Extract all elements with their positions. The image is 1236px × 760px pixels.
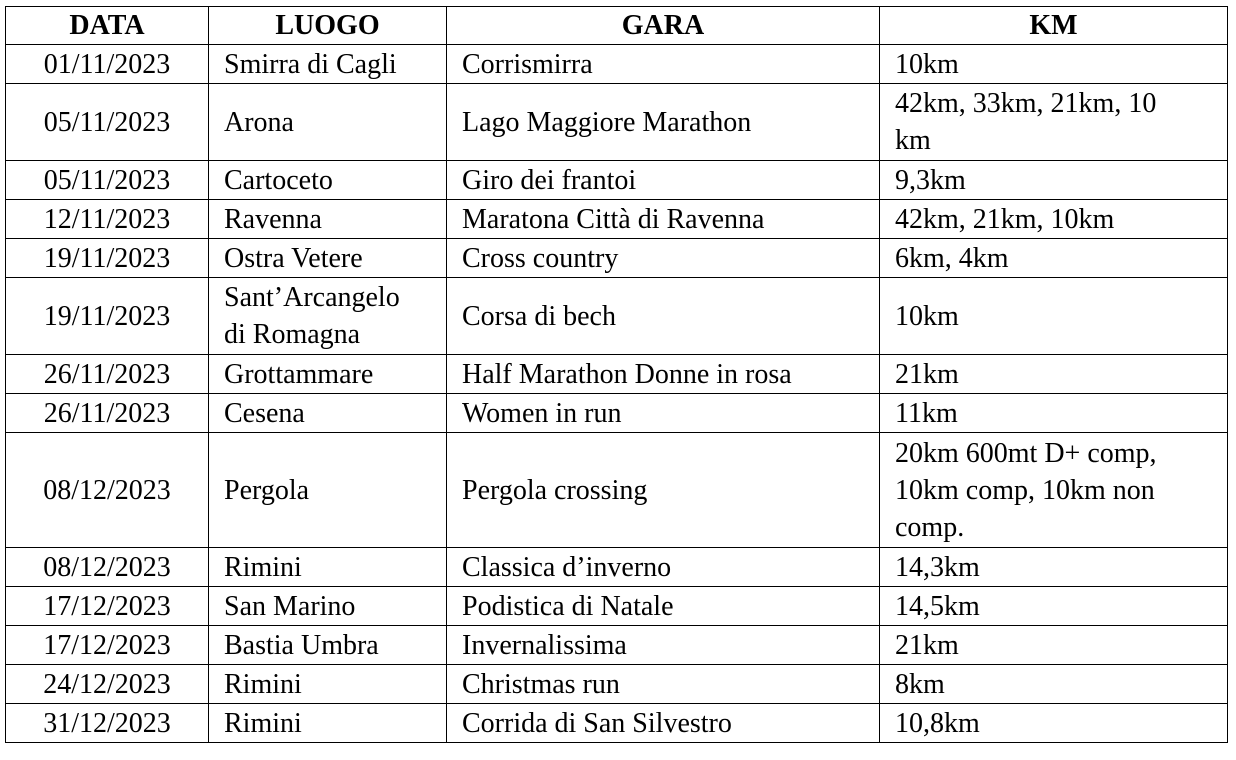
date-cell: 24/12/2023 <box>6 665 209 704</box>
place-cell: Rimini <box>209 548 447 587</box>
place-cell: Cartoceto <box>209 161 447 200</box>
distance-cell: 10km <box>880 45 1228 84</box>
place-cell: San Marino <box>209 587 447 626</box>
distance-cell: 14,5km <box>880 587 1228 626</box>
place-cell: Grottammare <box>209 355 447 394</box>
place-cell: Smirra di Cagli <box>209 45 447 84</box>
race-cell: Giro dei frantoi <box>447 161 880 200</box>
date-cell: 01/11/2023 <box>6 45 209 84</box>
race-cell: Classica d’inverno <box>447 548 880 587</box>
race-cell: Half Marathon Donne in rosa <box>447 355 880 394</box>
table-row <box>6 548 1228 587</box>
date-cell: 08/12/2023 <box>6 548 209 587</box>
race-cell: Lago Maggiore Marathon <box>447 84 880 161</box>
date-cell: 08/12/2023 <box>6 433 209 548</box>
distance-cell: 21km <box>880 355 1228 394</box>
race-cell: Corsa di bech <box>447 278 880 355</box>
header-data: DATA <box>6 7 209 45</box>
distance-cell: 8km <box>880 665 1228 704</box>
table-row <box>6 626 1228 665</box>
distance-cell: 21km <box>880 626 1228 665</box>
distance-cell: 6km, 4km <box>880 239 1228 278</box>
place-cell: Rimini <box>209 665 447 704</box>
race-cell: Maratona Città di Ravenna <box>447 200 880 239</box>
date-cell: 05/11/2023 <box>6 161 209 200</box>
date-cell: 31/12/2023 <box>6 704 209 743</box>
distance-cell: 9,3km <box>880 161 1228 200</box>
table-row <box>6 278 1228 355</box>
place-cell: Rimini <box>209 704 447 743</box>
distance-cell: 20km 600mt D+ comp, 10km comp, 10km non comp. <box>880 433 1228 548</box>
distance-cell: 10,8km <box>880 704 1228 743</box>
race-cell: Podistica di Natale <box>447 587 880 626</box>
place-cell: Cesena <box>209 394 447 433</box>
race-cell: Christmas run <box>447 665 880 704</box>
table-row <box>6 200 1228 239</box>
table-row <box>6 84 1228 161</box>
place-cell: Ostra Vetere <box>209 239 447 278</box>
date-cell: 26/11/2023 <box>6 394 209 433</box>
table-row <box>6 665 1228 704</box>
race-cell: Corrida di San Silvestro <box>447 704 880 743</box>
date-cell: 05/11/2023 <box>6 84 209 161</box>
race-cell: Corrismirra <box>447 45 880 84</box>
date-cell: 19/11/2023 <box>6 239 209 278</box>
header-gara: GARA <box>447 7 880 45</box>
distance-cell: 42km, 21km, 10km <box>880 200 1228 239</box>
race-cell: Invernalissima <box>447 626 880 665</box>
table-row <box>6 704 1228 743</box>
date-cell: 17/12/2023 <box>6 626 209 665</box>
table-row <box>6 394 1228 433</box>
race-calendar-table <box>5 6 1228 743</box>
date-cell: 17/12/2023 <box>6 587 209 626</box>
header-km: KM <box>880 7 1228 45</box>
table-row <box>6 45 1228 84</box>
table-row <box>6 161 1228 200</box>
distance-cell: 14,3km <box>880 548 1228 587</box>
table-row <box>6 355 1228 394</box>
date-cell: 26/11/2023 <box>6 355 209 394</box>
place-cell: Bastia Umbra <box>209 626 447 665</box>
date-cell: 19/11/2023 <box>6 278 209 355</box>
table-row <box>6 239 1228 278</box>
place-cell: Sant’Arcangelo di Romagna <box>209 278 447 355</box>
place-cell: Arona <box>209 84 447 161</box>
distance-cell: 11km <box>880 394 1228 433</box>
date-cell: 12/11/2023 <box>6 200 209 239</box>
distance-cell: 10km <box>880 278 1228 355</box>
table-header-row <box>6 7 1228 45</box>
race-cell: Cross country <box>447 239 880 278</box>
table-row <box>6 587 1228 626</box>
table-row <box>6 433 1228 548</box>
place-cell: Ravenna <box>209 200 447 239</box>
distance-cell: 42km, 33km, 21km, 10 km <box>880 84 1228 161</box>
race-cell: Pergola crossing <box>447 433 880 548</box>
place-cell: Pergola <box>209 433 447 548</box>
race-cell: Women in run <box>447 394 880 433</box>
header-luogo: LUOGO <box>209 7 447 45</box>
